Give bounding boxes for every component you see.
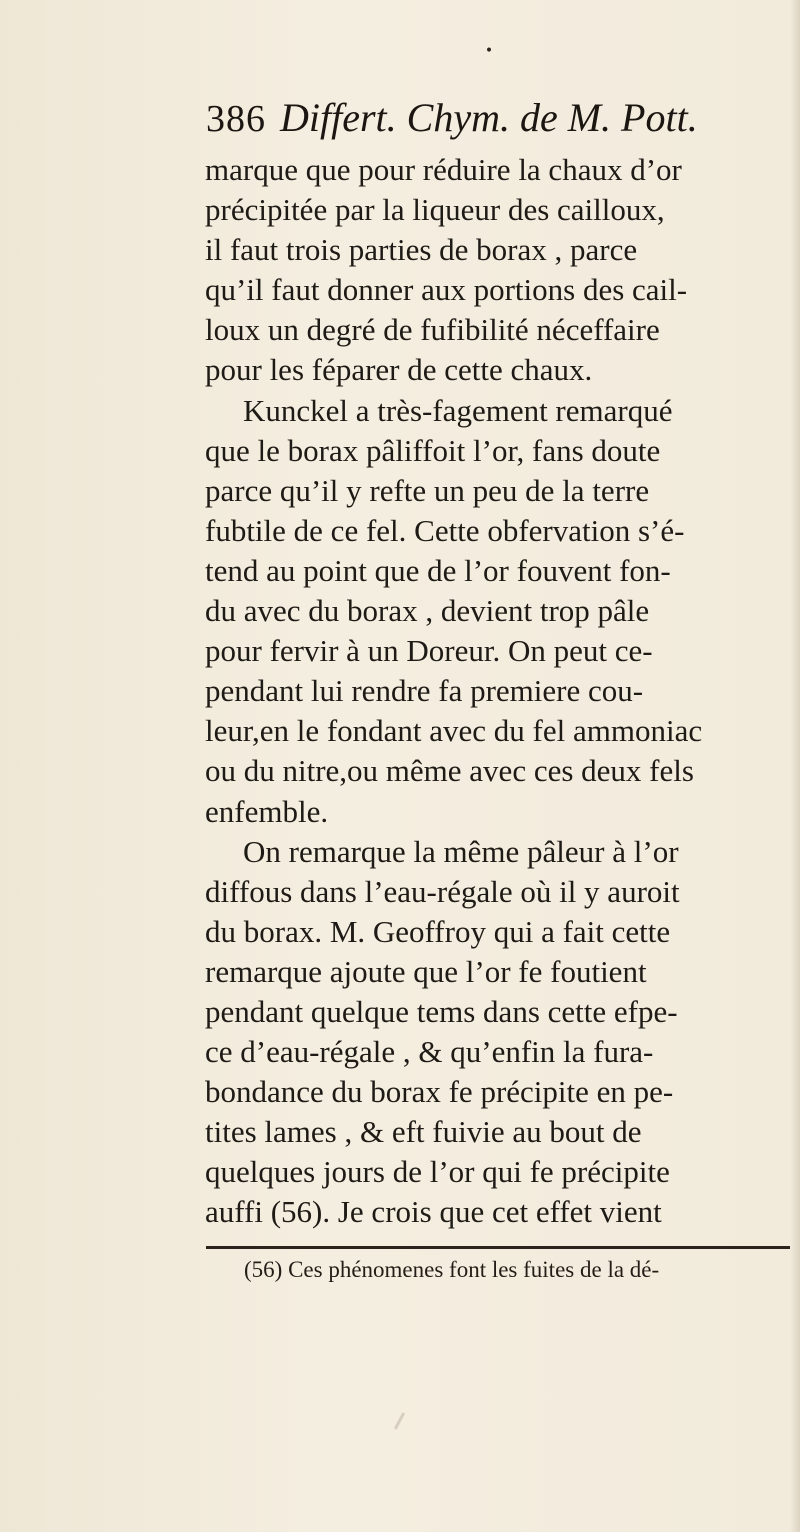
running-title: Differt. Chym. de M. Pott. — [280, 95, 698, 140]
main-text — [205, 150, 787, 1233]
text-line: ou du nitre,ou même avec ces deux fels — [205, 753, 694, 789]
text-line: auffi (56). Je crois que cet effet vient — [205, 1194, 662, 1230]
text-line: ce d’eau-régale , & qu’enfin la fura- — [205, 1034, 654, 1070]
printer-ornament: • — [484, 43, 494, 59]
text-line: diffous dans l’eau-régale où il y auroit — [205, 873, 680, 909]
page-edge-shadow — [790, 0, 800, 1532]
text-line: que le borax pâliffoit l’or, fans doute — [205, 432, 661, 468]
text-line: On remarque la même pâleur à l’or — [243, 833, 679, 869]
page-number: 386 — [206, 98, 266, 140]
text-line: remarque ajoute que l’or fe foutient — [205, 953, 647, 989]
text-line: tend au point que de l’or fouvent fon- — [205, 552, 671, 588]
text-line: du borax. M. Geoffroy qui a fait cette — [205, 913, 671, 949]
text-line: Kunckel a très-fagement remarqué — [243, 392, 673, 428]
text-line: bondance du borax fe précipite en pe- — [205, 1074, 674, 1110]
text-line: fubtile de ce fel. Cette obfervation s’é- — [205, 512, 685, 548]
text-line: pour fervir à un Doreur. On peut ce- — [205, 633, 653, 669]
text-line: marque que pour réduire la chaux d’or — [205, 152, 682, 187]
text-line: du avec du borax , devient trop pâle — [205, 593, 650, 629]
text-line: parce qu’il y refte un peu de la terre — [205, 472, 650, 508]
footnote-rule — [206, 1246, 790, 1249]
text-line: quelques jours de l’or qui fe précipite — [205, 1154, 670, 1190]
footnote: (56) Ces phénomenes font les fuites de la dé- — [244, 1257, 660, 1282]
text-line: enfemble. — [205, 793, 329, 829]
text-line: il faut trois parties de borax , parce — [205, 232, 638, 268]
text-line: tites lames , & eft fuivie au bout de — [205, 1114, 642, 1150]
text-line: loux un degré de fufibilité néceffaire — [205, 312, 660, 348]
text-line: pendant lui rendre fa premiere cou- — [205, 673, 644, 709]
text-line: qu’il faut donner aux portions des cail- — [205, 272, 688, 308]
paper-speck — [394, 1412, 405, 1429]
text-line: leur,en le fondant avec du fel ammoniac — [205, 713, 703, 749]
text-line: précipitée par la liqueur des cailloux, — [205, 192, 665, 228]
text-line: pour les féparer de cette chaux. — [205, 352, 593, 388]
running-header — [206, 94, 766, 146]
text-line: pendant quelque tems dans cette efpe- — [205, 993, 678, 1029]
